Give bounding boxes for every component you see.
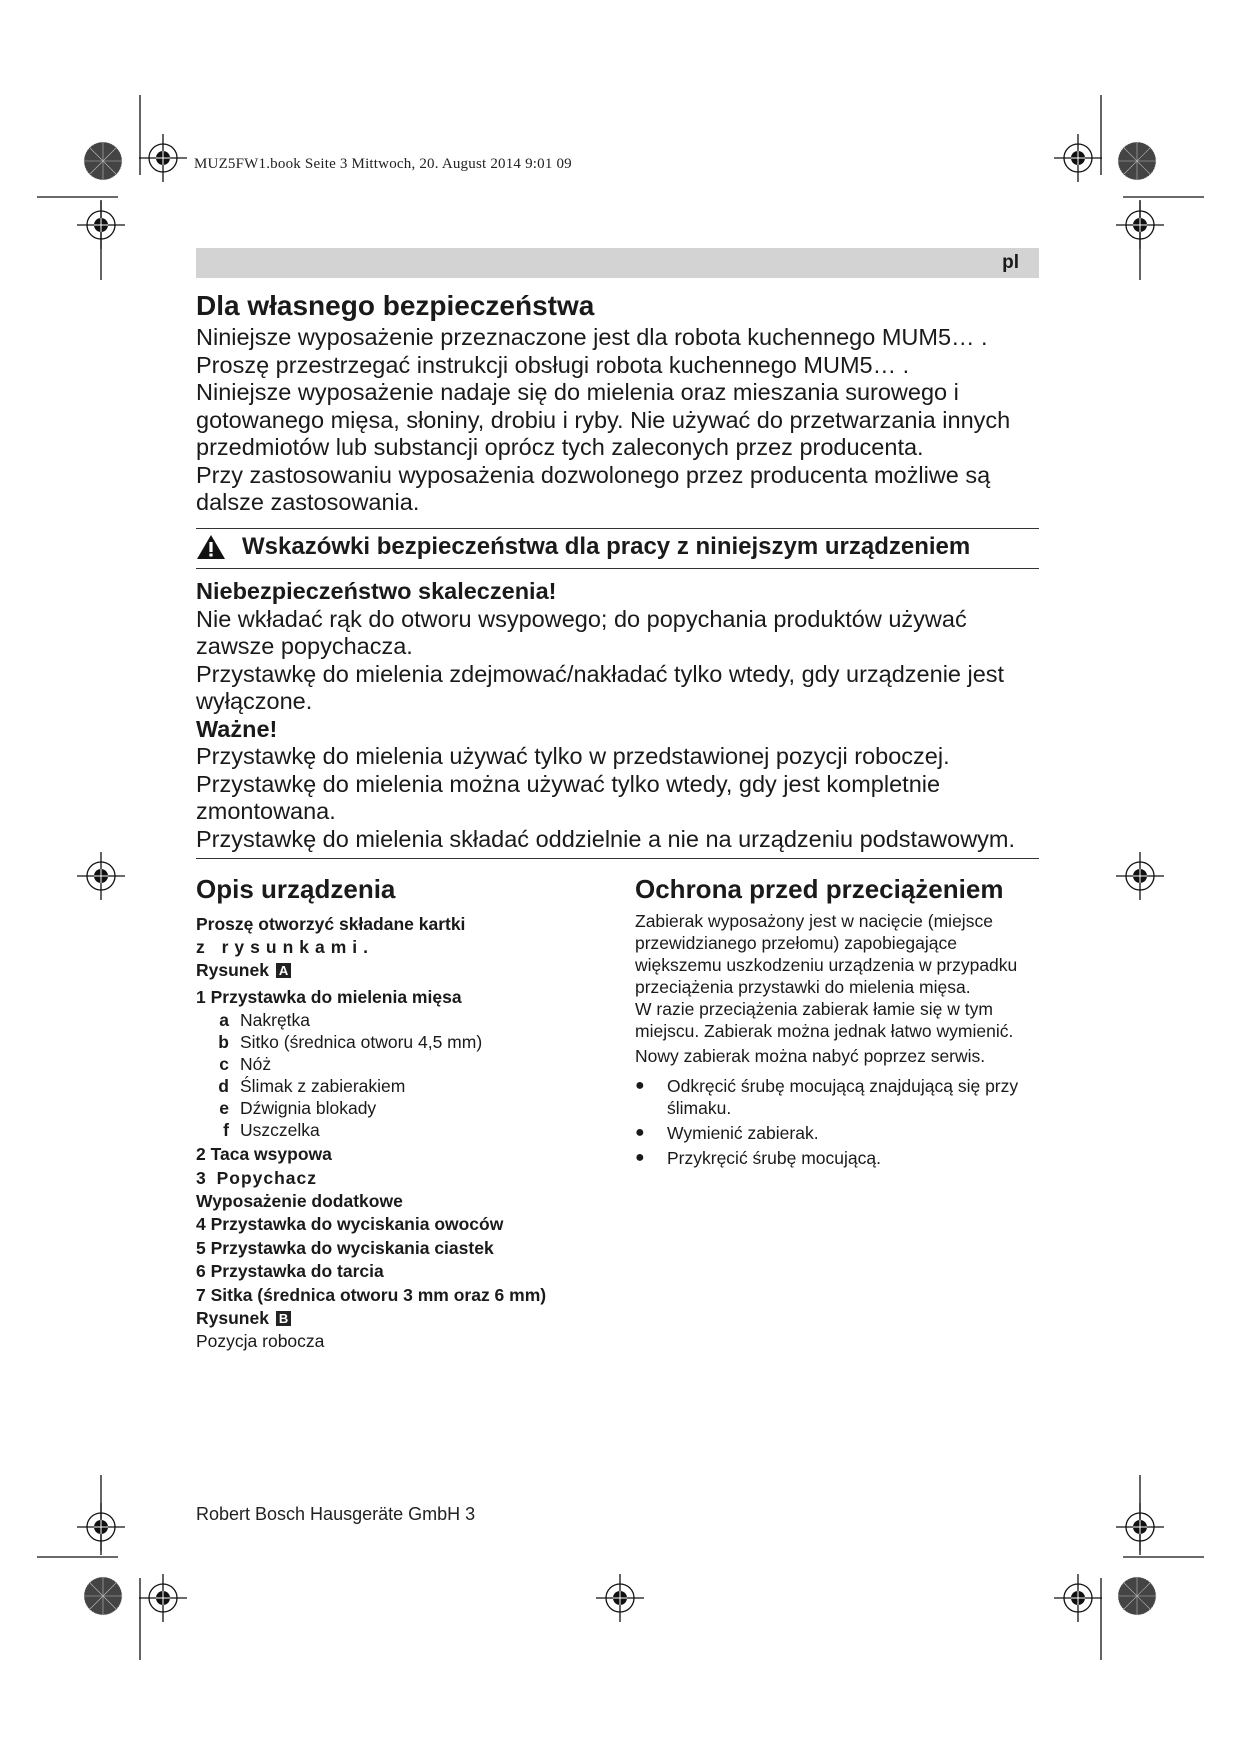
sub-item-letter: c (219, 1054, 229, 1074)
warning-line: Przystawkę do mielenia używać tylko w przedstawionej pozycji roboczej. (196, 743, 950, 769)
footer-publisher: Robert Bosch Hausgeräte GmbH 3 (196, 1504, 476, 1524)
list-item: ● Wymienić zabierak. (635, 1122, 1045, 1144)
figure-reference (196, 959, 616, 982)
part-item: 6 Przystawka do tarcia (196, 1261, 384, 1281)
divider (196, 858, 1039, 859)
sub-item-text: Nóż (240, 1054, 272, 1074)
sub-item (196, 1075, 616, 1097)
danger-heading: Niebezpieczeństwo skaleczenia! (196, 578, 557, 604)
warning-line: Przystawkę do mielenia składać oddzielnie a nie na urządzeniu podstawowym. (196, 825, 1016, 852)
description-title: Opis urządzenia (196, 874, 396, 904)
language-bar (196, 248, 1039, 278)
position-text: Pozycja robocza (196, 1331, 325, 1351)
intro-paragraph: Niniejsze wyposażenie nadaje się do mielenia oraz mieszania surowego i gotowanego mięsa, słoniny, drobiu i ryby. Nie używać do przetwarzania innych przedmiotów lub substancji oprócz tych zaleconych przez producenta. (196, 379, 1011, 460)
divider (196, 528, 1039, 529)
device-description (196, 913, 616, 1353)
part-item: 5 Przystawka do wyciskania ciastek (196, 1238, 494, 1258)
intro-text (196, 324, 1046, 517)
part-item: 3 Popychacz (196, 1168, 318, 1188)
part-item: 1 Przystawka do mielenia mięsa (196, 987, 462, 1007)
part-item: 7 Sitka (średnica otworu 3 mm oraz 6 mm) (196, 1285, 547, 1305)
figure-label: Rysunek (196, 1308, 269, 1328)
list-item: ● Przykręcić śrubę mocującą. (635, 1147, 1045, 1169)
figure-reference (196, 1307, 616, 1330)
part-item: 2 Taca wsypowa (196, 1144, 332, 1164)
instruction-list (635, 1075, 1045, 1169)
overload-paragraph: W razie przeciążenia zabierak łamie się w tym miejscu. Zabierak można jednak łatwo wymienić. (635, 999, 1014, 1041)
overload-paragraph: Zabierak wyposażony jest w nacięcie (miejsce przewidzianego przełomu) zapobiegające większemu uszkodzeniu urządzenia w przypadku przeciążenia przystawki do mielenia mięsa. (635, 911, 1018, 997)
sub-item-text: Sitko (średnica otworu 4,5 mm) (240, 1032, 483, 1052)
description-intro: z rysunkami. (196, 937, 375, 957)
sub-item-letter: e (219, 1098, 229, 1118)
overload-title: Ochrona przed przeciążeniem (635, 874, 1004, 904)
warning-line: Nie wkładać rąk do otworu wsypowego; do popychania produktów używać zawsze popychacza. (196, 605, 967, 659)
figure-letter: A (276, 963, 291, 978)
description-intro: Proszę otworzyć składane kartki (196, 914, 466, 934)
warning-line: Przystawkę do mielenia można używać tylko wtedy, gdy jest kompletnie zmontowana. (196, 770, 941, 824)
intro-paragraph: Niniejsze wyposażenie przeznaczone jest dla robota kuchennego MUM5… . (196, 324, 988, 350)
sub-item (196, 1031, 616, 1053)
sub-item (196, 1119, 616, 1141)
divider (196, 568, 1039, 569)
language-code: pl (1002, 252, 1019, 273)
sub-item (196, 1097, 616, 1119)
safety-heading-text: Wskazówki bezpieczeństwa dla pracy z niniejszym urządzeniem (242, 533, 971, 560)
sub-item (196, 1009, 616, 1031)
figure-label: Rysunek (196, 960, 269, 980)
sub-item-text: Dźwignia blokady (240, 1098, 377, 1118)
accessories-heading: Wyposażenie dodatkowe (196, 1191, 403, 1211)
list-item: ● Odkręcić śrubę mocującą znajdującą się przy ślimaku. (635, 1075, 1045, 1119)
figure-letter: B (276, 1311, 291, 1326)
sub-item-text: Uszczelka (240, 1120, 320, 1140)
sub-item-letter: a (219, 1010, 229, 1030)
important-heading: Ważne! (196, 715, 278, 742)
safety-warnings (196, 578, 1046, 853)
sub-item (196, 1053, 616, 1075)
sub-item-text: Nakrętka (240, 1010, 311, 1030)
safety-heading (196, 533, 970, 561)
sub-item-letter: b (218, 1032, 229, 1052)
part-item: 4 Przystawka do wyciskania owoców (196, 1214, 504, 1234)
warning-line: Przystawkę do mielenia zdejmować/nakładać tylko wtedy, gdy urządzenie jest wyłączone. (196, 660, 1005, 714)
sub-item-letter: f (223, 1120, 229, 1140)
page-title: Dla własnego bezpieczeństwa (196, 290, 595, 321)
sub-item-letter: d (218, 1076, 229, 1096)
sub-item-text: Ślimak z zabierakiem (240, 1076, 406, 1096)
warning-triangle-icon (196, 534, 226, 560)
book-file-info: MUZ5FW1.book Seite 3 Mittwoch, 20. August 2014 9:01 09 (194, 156, 572, 172)
intro-paragraph: Przy zastosowaniu wyposażenia dozwolonego przez producenta możliwe są dalsze zastosowania. (196, 461, 991, 515)
intro-paragraph: Proszę przestrzegać instrukcji obsługi robota kuchennego MUM5… . (196, 351, 910, 378)
overload-paragraph: Nowy zabierak można nabyć poprzez serwis. (635, 1046, 986, 1066)
overload-protection (635, 910, 1045, 1172)
